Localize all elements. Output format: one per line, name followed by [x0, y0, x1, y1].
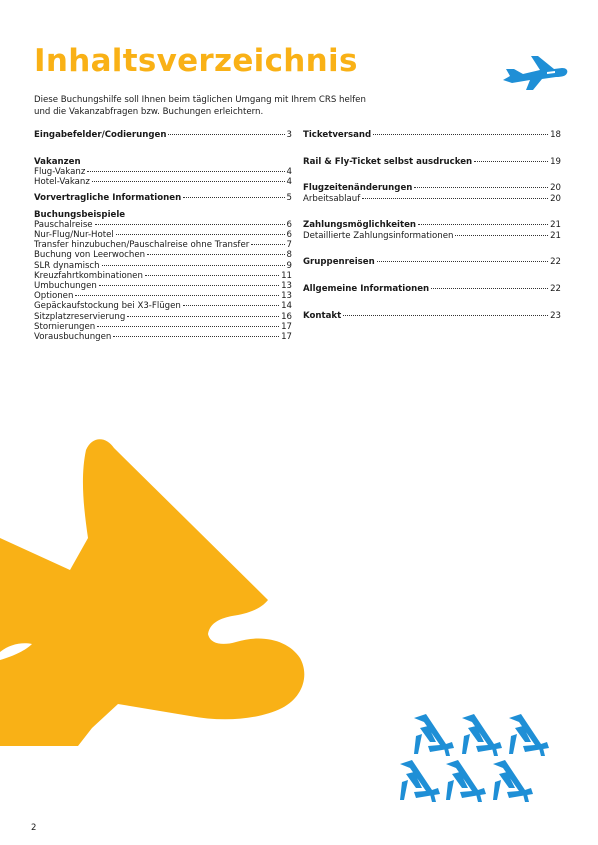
beach-chair-icon: [458, 712, 504, 756]
toc-entry-page: 7: [286, 240, 292, 251]
toc-entry-title: Vorausbuchungen: [34, 331, 112, 342]
dot-leader: [183, 197, 284, 198]
toc-entry-ticketversand[interactable]: [303, 130, 561, 140]
toc-entry-stornierungen[interactable]: [34, 322, 292, 332]
toc-right-column: [303, 130, 561, 321]
toc-entry-page: 13: [281, 280, 292, 291]
toc-heading-vakanzen: Vakanzen: [34, 156, 81, 167]
toc-entry-page: 11: [281, 270, 292, 281]
toc-entry-title: Flugzeitenänderungen: [303, 183, 413, 194]
toc-entry-page: 21: [550, 230, 561, 241]
toc-entry-zahlungsmoeglichkeiten[interactable]: [303, 220, 561, 230]
dot-leader: [455, 235, 548, 236]
toc-entry-page: 14: [281, 301, 292, 312]
toc-entry-page: 17: [281, 331, 292, 342]
toc-entry-title: Gruppenreisen: [303, 257, 375, 268]
toc-entry-page: 9: [286, 260, 292, 271]
toc-entry-optionen[interactable]: [34, 291, 292, 301]
intro-text: [34, 95, 414, 118]
dot-leader: [377, 261, 548, 262]
toc-entry-page: 8: [286, 250, 292, 261]
intro-line-1: Diese Buchungshilfe soll Ihnen beim täglichen Umgang mit Ihrem CRS helfen: [34, 95, 366, 105]
dot-leader: [102, 265, 285, 266]
dot-leader: [92, 181, 285, 182]
dot-leader: [95, 224, 285, 225]
dot-leader: [145, 275, 279, 276]
airplane-icon: [500, 50, 570, 92]
toc-entry-slr-dynamisch[interactable]: [34, 261, 292, 271]
toc-entry-title: Ticketversand: [303, 130, 372, 140]
toc-entry-title: Stornierungen: [34, 321, 96, 332]
toc-entry-page: 6: [286, 219, 292, 230]
toc-entry-page: 20: [550, 183, 561, 194]
toc-left-column: [34, 130, 292, 342]
beach-chair-icon: [489, 758, 535, 802]
toc-entry-nur-flug-nur-hotel[interactable]: [34, 230, 292, 240]
dot-leader: [431, 288, 548, 289]
toc-entry-title: Umbuchungen: [34, 280, 97, 291]
toc-entry-eingabefelder[interactable]: [34, 130, 292, 140]
toc-entry-umbuchungen[interactable]: [34, 281, 292, 291]
dot-leader: [116, 234, 285, 235]
toc-entry-title: Allgemeine Informationen: [303, 283, 430, 294]
toc-entry-gruppenreisen[interactable]: [303, 257, 561, 267]
toc-entry-page: 18: [550, 130, 561, 140]
toc-entry-hotel-vakanz[interactable]: [34, 177, 292, 187]
dot-leader: [362, 198, 548, 199]
toc-entry-page: 17: [281, 321, 292, 332]
dot-leader: [127, 316, 279, 317]
toc-entry-vorvertragliche-informationen[interactable]: [34, 193, 292, 203]
dot-leader: [75, 295, 279, 296]
dot-leader: [183, 305, 279, 306]
toc-entry-pauschalreise[interactable]: [34, 220, 292, 230]
toc-entry-page: 5: [286, 193, 292, 204]
dot-leader: [168, 134, 284, 135]
dot-leader: [373, 134, 548, 135]
dot-leader: [97, 326, 279, 327]
beach-chair-icon: [505, 712, 551, 756]
toc-entry-page: 21: [550, 220, 561, 231]
toc-entry-flug-vakanz[interactable]: [34, 167, 292, 177]
toc-entry-title: Hotel-Vakanz: [34, 177, 90, 188]
dot-leader: [99, 285, 279, 286]
toc-heading-buchungsbeispiele: Buchungsbeispiele: [34, 209, 126, 220]
toc-entry-title: Kreuzfahrtkombinationen: [34, 270, 143, 281]
toc-entry-title: Rail & Fly-Ticket selbst ausdrucken: [303, 156, 473, 167]
toc-entry-page: 3: [286, 130, 292, 140]
toc-entry-page: 22: [550, 257, 561, 268]
toc-entry-allgemeine-informationen[interactable]: [303, 284, 561, 294]
toc-entry-page: 16: [281, 311, 292, 322]
toc-entry-sitzplatzreservierung[interactable]: [34, 312, 292, 322]
toc-entry-rail-fly[interactable]: [303, 157, 561, 167]
toc-entry-page: 13: [281, 291, 292, 302]
toc-entry-vorausbuchungen[interactable]: [34, 332, 292, 342]
toc-entry-title: Nur-Flug/Nur-Hotel: [34, 229, 114, 240]
beach-chair-icon: [410, 712, 456, 756]
toc-entry-zahlungsinformationen[interactable]: [303, 231, 561, 241]
page-title: Inhaltsverzeichnis: [34, 43, 358, 79]
airplane-illustration: [0, 430, 320, 750]
toc-entry-kreuzfahrt[interactable]: [34, 271, 292, 281]
toc-entry-gepaeckaufstockung[interactable]: [34, 301, 292, 311]
toc-entry-leerwochen[interactable]: [34, 250, 292, 260]
dot-leader: [343, 315, 548, 316]
toc-entry-arbeitsablauf[interactable]: [303, 194, 561, 204]
toc-entry-transfer[interactable]: [34, 240, 292, 250]
page-number: 2: [31, 823, 37, 833]
toc-entry-page: 6: [286, 229, 292, 240]
toc-entry-title: Sitzplatzreservierung: [34, 311, 126, 322]
toc-entry-title: Vorvertragliche Informationen: [34, 193, 182, 204]
toc-entry-flugzeitenaenderungen[interactable]: [303, 183, 561, 193]
dot-leader: [147, 254, 284, 255]
toc-entry-title: Pauschalreise: [34, 219, 93, 230]
toc-entry-kontakt[interactable]: [303, 311, 561, 321]
toc-entry-title: Kontakt: [303, 310, 342, 321]
toc-entry-title: Zahlungsmöglichkeiten: [303, 220, 417, 231]
toc-entry-title: Arbeitsablauf: [303, 193, 361, 204]
toc-entry-page: 4: [286, 166, 292, 177]
toc-entry-title: Transfer hinzubuchen/Pauschalreise ohne Transfer: [34, 240, 250, 251]
toc-entry-title: Detaillierte Zahlungsinformationen: [303, 230, 454, 241]
dot-leader: [414, 187, 548, 188]
beach-chair-icon: [442, 758, 488, 802]
dot-leader: [474, 161, 548, 162]
dot-leader: [113, 336, 279, 337]
dot-leader: [251, 244, 284, 245]
toc-entry-title: Gepäckaufstockung bei X3-Flügen: [34, 301, 181, 312]
beach-chair-icon: [396, 758, 442, 802]
toc-entry-page: 20: [550, 193, 561, 204]
toc-entry-title: SLR dynamisch: [34, 260, 100, 271]
dot-leader: [87, 171, 284, 172]
toc-entry-page: 4: [286, 177, 292, 188]
dot-leader: [418, 224, 548, 225]
toc-entry-title: Flug-Vakanz: [34, 166, 86, 177]
toc-entry-page: 22: [550, 283, 561, 294]
toc-entry-title: Optionen: [34, 291, 74, 302]
toc-entry-page: 19: [550, 156, 561, 167]
toc-entry-page: 23: [550, 310, 561, 321]
intro-line-2: und die Vakanzabfragen bzw. Buchungen erleichtern.: [34, 106, 264, 117]
toc-entry-title: Buchung von Leerwochen: [34, 250, 146, 261]
toc-entry-title: Eingabefelder/Codierungen: [34, 130, 167, 140]
